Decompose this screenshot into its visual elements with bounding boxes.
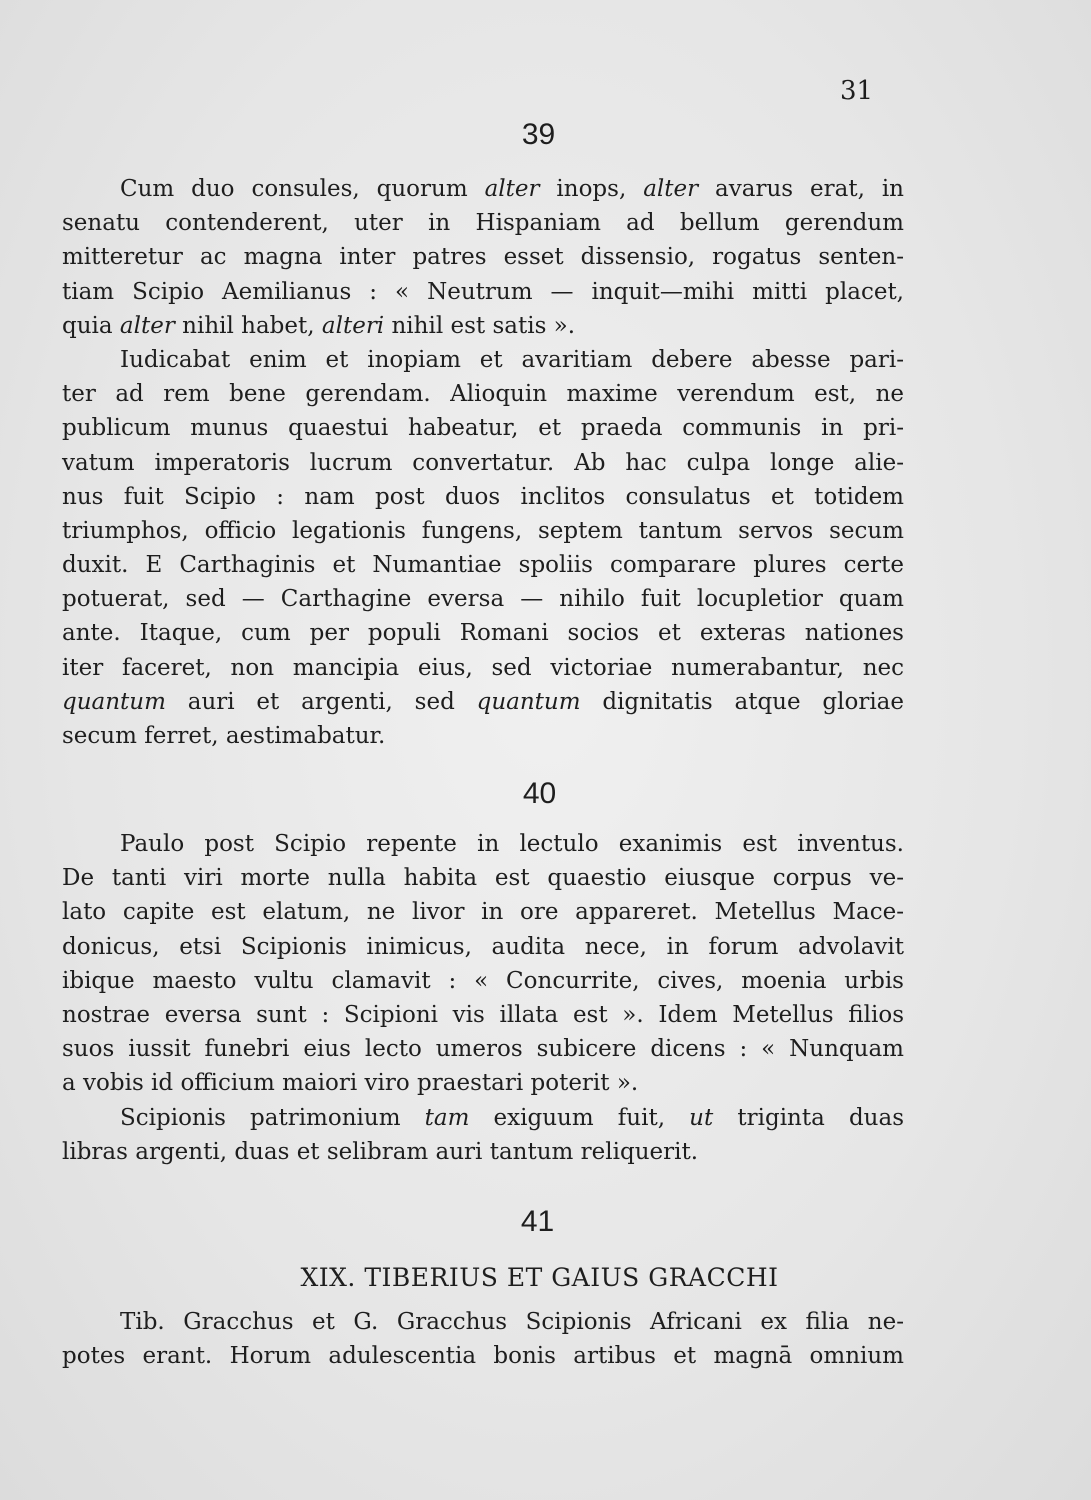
italic-word: ut (689, 1104, 714, 1131)
text-line: Scipionis patrimonium tam exiguum fuit, ut triginta duas (120, 1104, 905, 1131)
text-line: a vobis id officium maiori viro praestari poterit ». (62, 1070, 639, 1097)
text-line: Iudicabat enim et inopiam et avaritiam debere abesse pari- (120, 346, 904, 373)
text-line: Tib. Gracchus et G. Gracchus Scipionis Africani ex filia ne- (120, 1309, 904, 1335)
italic-word: alter (119, 312, 175, 339)
section-40-text (62, 827, 904, 1169)
page-number: 31 (840, 76, 874, 106)
text-line: mitteretur ac magna inter patres esset dissensio, rogatus senten- (62, 244, 904, 271)
text-line: Paulo post Scipio repente in lectulo exanimis est inventus. (120, 831, 904, 857)
text-line: secum ferret, aestimabatur. (62, 723, 386, 749)
text-line: triumphos, officio legationis fungens, septem tantum servos secum (62, 517, 904, 544)
text-line: nostrae eversa sunt : Scipioni vis illata est ». Idem Metellus filios (62, 1001, 904, 1028)
section-number-41: 41 (520, 1205, 555, 1238)
text-line: quantum auri et argenti, sed quantum dignitatis atque gloriae (62, 688, 904, 715)
italic-word: quantum (476, 688, 581, 715)
text-line: potes erant. Horum adulescentia bonis artibus et magnā omnium (62, 1343, 904, 1370)
chapter-title: XIX. TIBERIUS ET GAIUS GRACCHI (300, 1263, 779, 1292)
section-number-39: 39 (521, 118, 556, 151)
italic-word: tam (424, 1104, 470, 1131)
text-line: duxit. E Carthaginis et Numantiae spoliis comparare plures certe (62, 552, 904, 579)
text-line: publicum munus quaestui habeatur, et praeda communis in pri- (62, 415, 904, 442)
text-line: ibique maesto vultu clamavit : « Concurrite, cives, moenia urbis (62, 967, 904, 994)
text-line: libras argenti, duas et selibram auri tantum reliquerit. (62, 1138, 699, 1165)
text-line: quia alter nihil habet, alteri nihil est satis ». (62, 312, 576, 339)
italic-word: alter (484, 176, 540, 202)
text-line: vatum imperatoris lucrum convertatur. Ab hac culpa longe alie- (62, 449, 904, 476)
italic-word: alter (643, 176, 699, 202)
italic-word: alteri (321, 312, 385, 339)
text-line: iter faceret, non mancipia eius, sed victoriae numerabantur, nec (62, 654, 904, 681)
text-line: lato capite est elatum, ne livor in ore appareret. Metellus Mace- (62, 899, 904, 926)
text-line: suos iussit funebri eius lecto umeros subicere dicens : « Nunquam (62, 1036, 904, 1063)
section-number-40: 40 (522, 777, 557, 810)
text-line: donicus, etsi Scipionis inimicus, audita nece, in forum advolavit (62, 933, 904, 960)
text-line: tiam Scipio Aemilianus : « Neutrum — inquit—mihi mitti placet, (62, 278, 904, 305)
text-line: ter ad rem bene gerendam. Alioquin maxime verendum est, ne (62, 381, 904, 408)
italic-word: quantum (62, 688, 166, 715)
text-line: ante. Itaque, cum per populi Romani socios et exteras nationes (62, 620, 904, 647)
section-39-text (62, 172, 904, 753)
text-line: nus fuit Scipio : nam post duos inclitos consulatus et totidem (62, 483, 904, 510)
text-line: potuerat, sed — Carthagine eversa — nihilo fuit locupletior quam (62, 586, 904, 613)
text-line: Cum duo consules, quorum alter inops, alter avarus erat, in (120, 176, 904, 202)
text-line: senatu contenderent, uter in Hispaniam ad bellum gerendum (62, 210, 904, 237)
text-line: De tanti viri morte nulla habita est quaestio eiusque corpus ve- (62, 865, 904, 892)
section-41-text (62, 1305, 904, 1373)
